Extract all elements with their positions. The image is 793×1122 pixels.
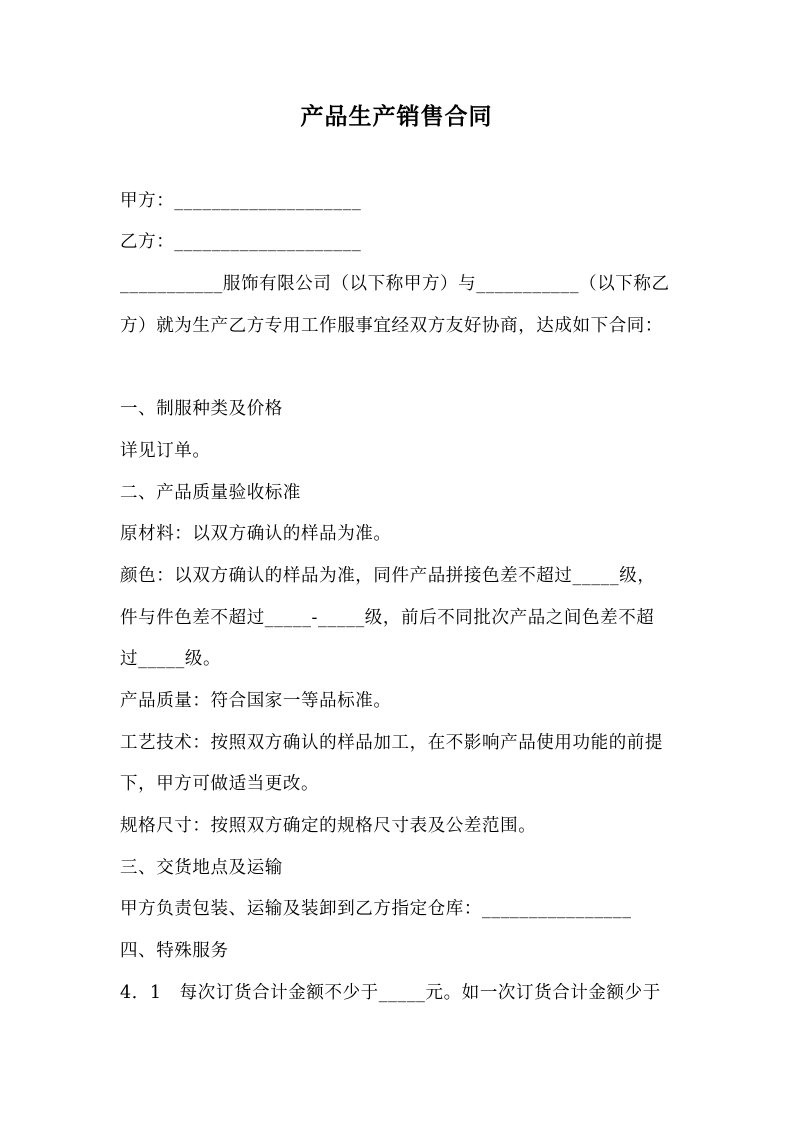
section-1-heading: 一、制服种类及价格 [120, 399, 283, 419]
section-1-text: 详见订单。 [120, 441, 211, 461]
preamble-line-2: 方）就为生产乙方专用工作服事宜经双方友好协商，达成如下合同： [120, 316, 663, 336]
clause-4-1-line: 4．1 每次订货合计金额不少于_____元。如一次订货合计金额少于 [120, 983, 661, 1003]
section-4-heading: 四、特殊服务 [120, 941, 229, 961]
color-line-2: 件与件色差不超过_____-_____级，前后不同批次产品之间色差不超 [120, 608, 655, 628]
delivery-line: 甲方负责包装、运输及装卸到乙方指定仓库：________________ [120, 899, 632, 919]
party-a-line: 甲方：____________________ [120, 191, 362, 211]
preamble-line-1: ___________服饰有限公司（以下称甲方）与___________（以下称乙 [120, 274, 670, 294]
raw-material-line: 原材料：以双方确认的样品为准。 [120, 524, 392, 544]
color-line-3: 过_____级。 [120, 649, 222, 669]
section-3-heading: 三、交货地点及运输 [120, 858, 283, 878]
craft-line-2: 下，甲方可做适当更改。 [120, 774, 320, 794]
party-b-line: 乙方：____________________ [120, 232, 362, 252]
product-quality-line: 产品质量：符合国家一等品标准。 [120, 691, 392, 711]
craft-line-1: 工艺技术：按照双方确认的样品加工，在不影响产品使用功能的前提 [120, 733, 663, 753]
section-2-heading: 二、产品质量验收标准 [120, 483, 301, 503]
size-spec-line: 规格尺寸：按照双方确定的规格尺寸表及公差范围。 [120, 816, 537, 836]
document-title: 产品生产销售合同 [300, 103, 493, 130]
color-line-1: 颜色：以双方确认的样品为准，同件产品拼接色差不超过_____级， [120, 566, 656, 586]
